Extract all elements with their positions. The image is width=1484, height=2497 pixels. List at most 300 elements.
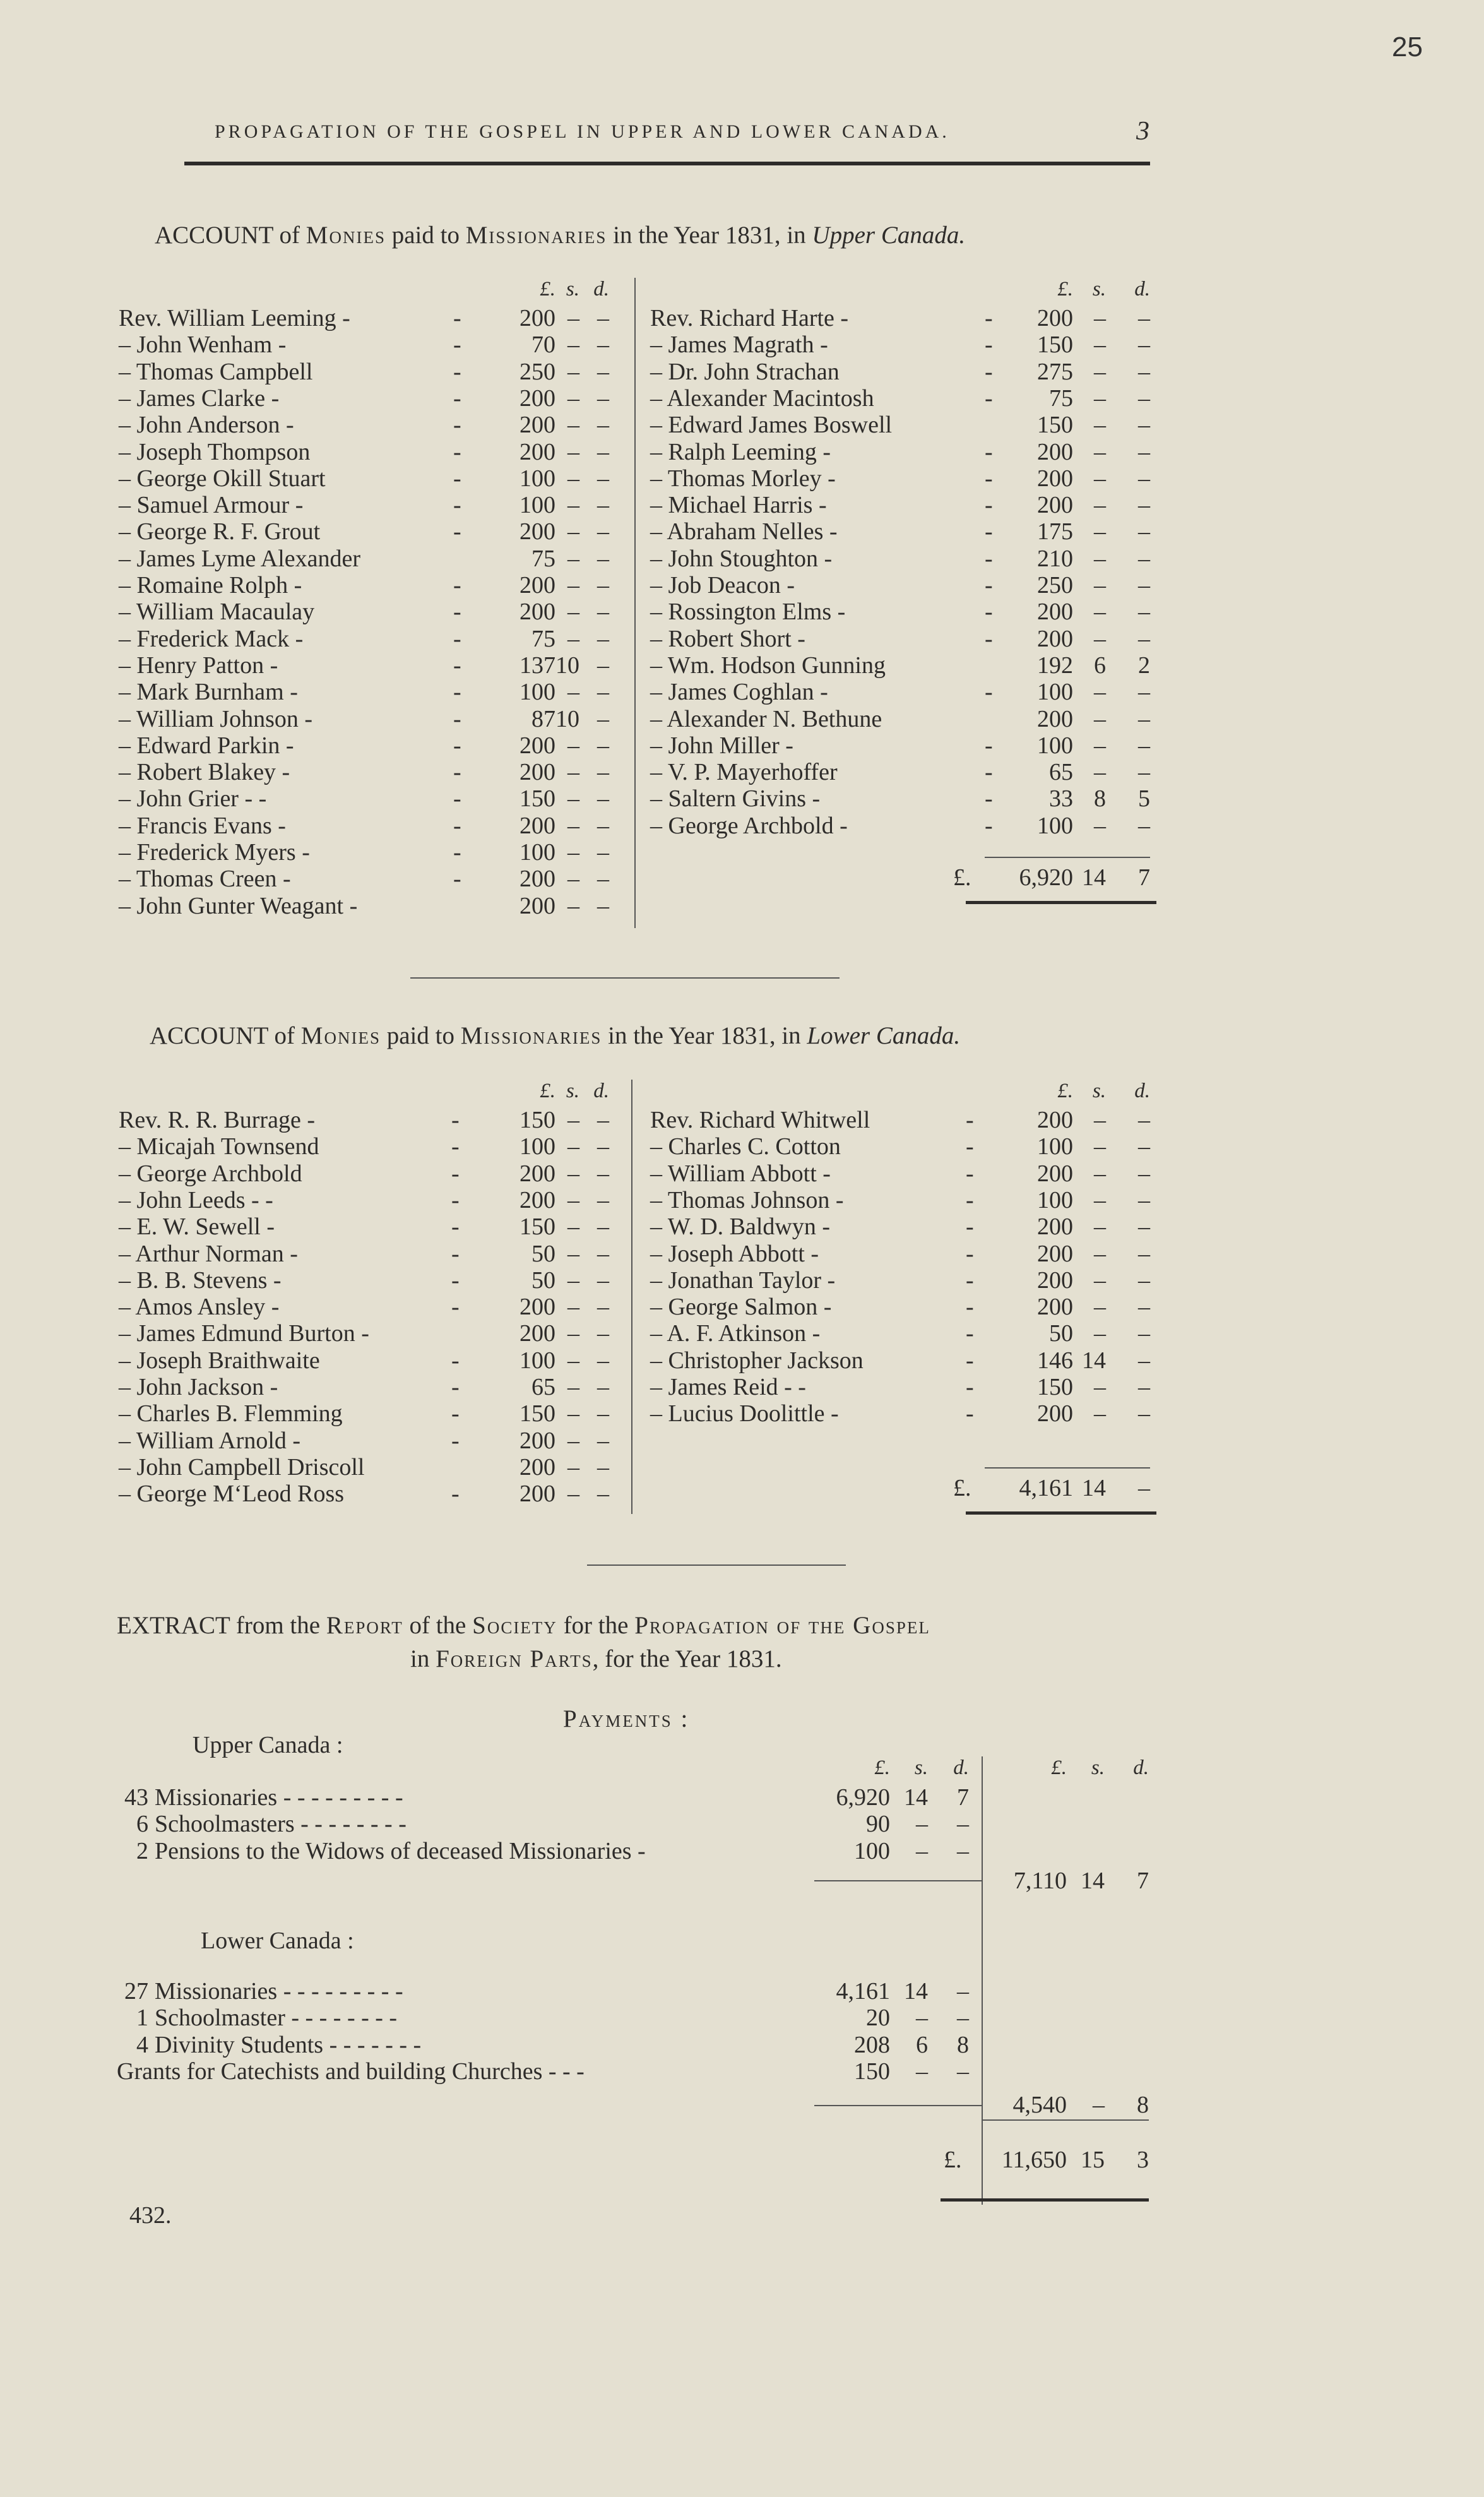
upper-left-name: – George Okill Stuart [119, 465, 326, 492]
upper-left-pounds: 200 [519, 572, 555, 599]
lower-right-name: – Lucius Doolittle - [650, 1400, 839, 1427]
upper-left-pounds: 200 [519, 732, 555, 759]
lower-right-leader: - [966, 1186, 974, 1213]
extract-upper-row-shillings: – [916, 1837, 928, 1864]
extract-lower-row-count: 27 [124, 1978, 148, 2005]
upper-left-shillings: – [567, 732, 579, 759]
upper-left-pence: – [597, 331, 609, 359]
upper-column-divider [634, 278, 636, 928]
lower-left-pounds: 100 [519, 1347, 555, 1374]
extract-upper-subtotal-shillings: 14 [1081, 1868, 1105, 1894]
lower-right-name: – Thomas Johnson - [650, 1186, 844, 1213]
upper-right-pence: – [1138, 518, 1150, 545]
lower-right-name: – W. D. Baldwyn - [650, 1213, 830, 1241]
lower-total-double-rule [966, 1511, 1156, 1515]
lower-right-shillings: – [1094, 1294, 1106, 1321]
lower-right-pounds: 200 [1037, 1400, 1073, 1427]
extract-lower-row-count: 1 [136, 2005, 148, 2032]
upper-right-name: – Robert Short - [650, 625, 805, 652]
extract-lower-row-count: 4 [136, 2031, 148, 2058]
extract-upper-row-count: 2 [136, 1837, 148, 1864]
upper-right-shillings: 6 [1094, 652, 1106, 679]
upper-left-shillings: – [567, 785, 579, 813]
upper-left-pounds: 200 [519, 599, 555, 626]
lower-right-pence: – [1138, 1266, 1150, 1294]
extract-title-line1: EXTRACT from the Report of the Society for the Propagation of the Gospel [117, 1612, 930, 1639]
lower-right-pence: – [1138, 1133, 1150, 1160]
lower-right-leader: - [966, 1400, 974, 1427]
lower-right-pence: – [1138, 1294, 1150, 1321]
upper-left-leader: - [453, 412, 461, 439]
upper-left-pence: – [597, 545, 609, 572]
lower-left-pence: – [597, 1427, 609, 1454]
lower-right-name: – George Salmon - [650, 1294, 832, 1321]
lower-left-pounds: 200 [519, 1320, 555, 1347]
lower-right-pounds: 200 [1037, 1160, 1073, 1187]
lower-right-name: – Charles C. Cotton [650, 1133, 841, 1160]
upper-left-shillings: – [567, 465, 579, 492]
upper-left-pence: – [597, 732, 609, 759]
extract-lower-row-shillings: 6 [916, 2031, 928, 2058]
lower-left-name: – E. W. Sewell - [119, 1213, 275, 1241]
lower-left-name: – George Archbold [119, 1160, 302, 1187]
lower-left-name: – John Jackson - [119, 1374, 278, 1400]
lower-right-pence: – [1138, 1320, 1150, 1347]
lower-right-pounds: 200 [1037, 1294, 1073, 1321]
lower-right-leader: - [966, 1213, 974, 1241]
lower-left-name: – Micajah Townsend [119, 1133, 319, 1160]
upper-left-pence: – [597, 625, 609, 652]
upper-right-name: – V. P. Mayerhoffer [650, 759, 838, 786]
extract-upper-row-label: Schoolmasters - - - - - - - - [155, 1811, 407, 1838]
extract-grand-total-shillings: 15 [1081, 2147, 1105, 2173]
upper-left-pounds: 200 [519, 438, 555, 465]
header-rule [184, 162, 1150, 165]
upper-left-name: – Robert Blakey - [119, 759, 290, 786]
upper-left-shillings: – [567, 866, 579, 893]
lower-right-name: – Jonathan Taylor - [650, 1266, 836, 1294]
lower-left-pence: – [597, 1453, 609, 1481]
upper-left-pounds: 250 [519, 358, 555, 385]
upper-left-name: – Edward Parkin - [119, 732, 294, 759]
upper-right-leader: - [985, 465, 993, 492]
lower-right-pence: – [1138, 1240, 1150, 1267]
upper-left-name: Rev. William Leeming - [119, 305, 350, 331]
lower-right-leader: - [966, 1347, 974, 1374]
lower-left-pounds: 100 [519, 1133, 555, 1160]
upper-right-name: – Job Deacon - [650, 572, 795, 599]
upper-left-shillings: – [567, 839, 579, 866]
upper-left-pounds: 150 [519, 785, 555, 813]
lower-right-leader: - [966, 1266, 974, 1294]
lower-left-shillings: – [567, 1107, 579, 1133]
lower-right-pounds: 100 [1037, 1133, 1073, 1160]
lower-right-name: – James Reid - - [650, 1374, 806, 1400]
lower-left-name: – George M‘Leod Ross [119, 1481, 345, 1508]
lower-left-shillings: – [567, 1213, 579, 1241]
running-page-number: 3 [1136, 117, 1149, 146]
upper-left-pence: – [597, 572, 609, 599]
upper-right-leader: - [985, 545, 993, 572]
upper-left-pounds: 100 [519, 679, 555, 706]
upper-left-pounds: 200 [519, 518, 555, 545]
upper-right-shillings: – [1094, 518, 1106, 545]
upper-right-leader: - [985, 492, 993, 519]
lower-left-pence: – [597, 1213, 609, 1241]
upper-right-leader: - [985, 331, 993, 359]
extract-upper-row-pounds: 90 [866, 1811, 890, 1838]
upper-right-shillings: – [1094, 384, 1106, 412]
lower-left-pounds: 50 [531, 1240, 555, 1267]
upper-left-pounds: 200 [519, 892, 555, 919]
upper-right-pounds: 192 [1037, 652, 1073, 679]
lower-left-pence: – [597, 1186, 609, 1213]
upper-right-pounds: 200 [1037, 492, 1073, 519]
extract-outer-head: d. [1133, 1756, 1149, 1779]
lower-right-pence: – [1138, 1160, 1150, 1187]
upper-left-leader: - [453, 759, 461, 786]
lower-right-shillings: – [1094, 1107, 1106, 1133]
upper-right-pence: – [1138, 625, 1150, 652]
upper-right-pounds: 100 [1037, 732, 1073, 759]
lower-left-leader: - [451, 1481, 460, 1508]
lower-right-pounds: 200 [1037, 1240, 1073, 1267]
lower-right-pounds: 200 [1037, 1266, 1073, 1294]
extract-lower-row-label: Schoolmaster - - - - - - - - [155, 2005, 398, 2032]
upper-left-leader: - [453, 625, 461, 652]
lower-left-pounds: 200 [519, 1186, 555, 1213]
extract-lower-row-shillings: – [916, 2005, 928, 2032]
lower-right-pounds: 100 [1037, 1186, 1073, 1213]
lower-left-shillings: – [567, 1400, 579, 1427]
extract-upper-row-pounds: 6,920 [836, 1784, 890, 1811]
extract-upper-row-pence: – [957, 1837, 969, 1864]
upper-right-name: – Abraham Nelles - [650, 518, 838, 545]
lower-left-name: – James Edmund Burton - [119, 1320, 369, 1347]
upper-right-shillings: – [1094, 438, 1106, 465]
lower-left-name: – Joseph Braithwaite [119, 1347, 320, 1374]
lower-left-pence: – [597, 1481, 609, 1508]
lower-left-name: – John Leeds - - [119, 1186, 273, 1213]
upper-left-shillings: – [567, 892, 579, 919]
lower-left-shillings: – [567, 1160, 579, 1187]
lower-left-pounds: 150 [519, 1107, 555, 1133]
upper-right-pounds: 250 [1037, 572, 1073, 599]
lower-right-leader: - [966, 1374, 974, 1400]
extract-lower-row-label: Missionaries - - - - - - - - - [155, 1978, 403, 2005]
upper-right-pounds: 100 [1037, 812, 1073, 839]
lower-left-pence: – [597, 1107, 609, 1133]
lower-left-shillings: – [567, 1133, 579, 1160]
upper-left-leader: - [453, 465, 461, 492]
upper-currency-head: d. [593, 278, 609, 301]
upper-right-pence: – [1138, 492, 1150, 519]
extract-upper-subtotal-pounds: 7,110 [1013, 1868, 1067, 1894]
upper-left-pounds: 100 [519, 839, 555, 866]
extract-lower-row-pence: 8 [957, 2031, 969, 2058]
upper-right-leader: - [985, 785, 993, 813]
upper-right-shillings: – [1094, 812, 1106, 839]
upper-right-pounds: 200 [1037, 305, 1073, 331]
upper-left-pence: – [597, 492, 609, 519]
extract-upper-row-count: 6 [136, 1811, 148, 1838]
lower-left-shillings: – [567, 1481, 579, 1508]
lower-left-leader: - [451, 1400, 460, 1427]
upper-left-name: – Frederick Myers - [119, 839, 310, 866]
extract-grand-rule [982, 2119, 1149, 2121]
upper-left-name: – James Clarke - [119, 384, 280, 412]
lower-left-leader: - [451, 1266, 460, 1294]
upper-right-pounds: 200 [1037, 438, 1073, 465]
upper-left-leader: - [453, 705, 461, 732]
upper-left-pence: – [597, 384, 609, 412]
lower-right-pounds: 200 [1037, 1213, 1073, 1241]
upper-right-pounds: 33 [1049, 785, 1073, 813]
lower-left-pounds: 200 [519, 1427, 555, 1454]
upper-total-shillings: 14 [1082, 864, 1106, 891]
lower-left-shillings: – [567, 1453, 579, 1481]
upper-left-pence: – [597, 759, 609, 786]
lower-right-leader: - [966, 1160, 974, 1187]
lower-left-name: – Arthur Norman - [119, 1240, 298, 1267]
upper-left-name: – John Anderson - [119, 412, 294, 439]
lower-left-leader: - [451, 1133, 460, 1160]
lower-total-pence: – [1138, 1474, 1150, 1501]
upper-left-pence: – [597, 438, 609, 465]
extract-lower-row-pounds: 4,161 [836, 1978, 890, 2005]
lower-right-name: – William Abbott - [650, 1160, 831, 1187]
upper-left-leader: - [453, 438, 461, 465]
lower-right-shillings: – [1094, 1186, 1106, 1213]
upper-left-pence: – [597, 705, 609, 732]
upper-right-shillings: 8 [1094, 785, 1106, 813]
upper-total-double-rule [966, 901, 1156, 904]
upper-right-pence: – [1138, 705, 1150, 732]
upper-currency-head: £. [540, 278, 555, 301]
lower-right-name: – Joseph Abbott - [650, 1240, 819, 1267]
lower-left-name: – Amos Ansley - [119, 1294, 280, 1321]
lower-left-name: – William Arnold - [119, 1427, 301, 1454]
lower-left-pence: – [597, 1374, 609, 1400]
lower-left-pounds: 65 [531, 1374, 555, 1400]
upper-left-name: – Romaine Rolph - [119, 572, 302, 599]
upper-left-leader: - [453, 331, 461, 359]
extract-grand-label: £. [944, 2147, 962, 2173]
lower-left-pounds: 150 [519, 1400, 555, 1427]
upper-left-name: – Frederick Mack - [119, 625, 304, 652]
upper-total-pence: 7 [1138, 864, 1150, 891]
extract-upper-row-pence: 7 [957, 1784, 969, 1811]
upper-right-pence: – [1138, 599, 1150, 626]
lower-left-shillings: – [567, 1266, 579, 1294]
lower-left-shillings: – [567, 1186, 579, 1213]
extract-lower-row-shillings: 14 [904, 1978, 928, 2005]
lower-left-leader: - [451, 1294, 460, 1321]
upper-right-pence: – [1138, 412, 1150, 439]
lower-left-pounds: 200 [519, 1481, 555, 1508]
upper-left-leader: - [453, 572, 461, 599]
section-separator-2 [587, 1564, 846, 1566]
upper-right-leader: - [985, 518, 993, 545]
lower-left-pounds: 50 [531, 1266, 555, 1294]
upper-right-shillings: – [1094, 732, 1106, 759]
lower-right-name: Rev. Richard Whitwell [650, 1107, 870, 1133]
upper-right-name: Rev. Richard Harte - [650, 305, 849, 331]
lower-currency-head: £. [1057, 1080, 1073, 1102]
upper-right-name: – James Coghlan - [650, 679, 828, 706]
upper-right-name: – Saltern Givins - [650, 785, 821, 813]
lower-left-name: – John Campbell Driscoll [119, 1453, 365, 1481]
extract-upper-row-pence: – [957, 1811, 969, 1838]
upper-left-leader: - [453, 384, 461, 412]
upper-right-shillings: – [1094, 331, 1106, 359]
lower-left-pence: – [597, 1160, 609, 1187]
lower-left-pence: – [597, 1266, 609, 1294]
upper-left-pence: – [597, 652, 609, 679]
lower-canada-label: Lower Canada : [201, 1928, 354, 1954]
extract-lower-subtotal-pounds: 4,540 [1012, 2092, 1067, 2118]
upper-right-shillings: – [1094, 412, 1106, 439]
upper-currency-head: d. [1134, 278, 1150, 301]
upper-left-pounds: 200 [519, 866, 555, 893]
extract-upper-row-count: 43 [124, 1784, 148, 1811]
upper-left-pounds: 87 [531, 705, 555, 732]
upper-right-pounds: 150 [1037, 331, 1073, 359]
extract-lower-row-shillings: – [916, 2058, 928, 2085]
upper-right-pounds: 65 [1049, 759, 1073, 786]
upper-right-name: – John Miller - [650, 732, 793, 759]
upper-right-shillings: – [1094, 358, 1106, 385]
upper-left-shillings: – [567, 572, 579, 599]
upper-right-name: – Edward James Boswell [650, 412, 893, 439]
upper-left-name: – Thomas Campbell [119, 358, 313, 385]
upper-left-leader: - [453, 305, 461, 331]
lower-left-shillings: – [567, 1240, 579, 1267]
upper-right-pounds: 100 [1037, 679, 1073, 706]
lower-right-pence: – [1138, 1400, 1150, 1427]
upper-left-shillings: 10 [555, 705, 579, 732]
lower-right-leader: - [966, 1107, 974, 1133]
lower-right-name: – A. F. Atkinson - [650, 1320, 821, 1347]
extract-grand-double-rule [941, 2198, 1149, 2202]
upper-left-pence: – [597, 812, 609, 839]
upper-left-leader: - [453, 652, 461, 679]
lower-left-name: Rev. R. R. Burrage - [119, 1107, 315, 1133]
upper-right-name: – Rossington Elms - [650, 599, 846, 626]
upper-currency-head: s. [1092, 278, 1106, 301]
upper-left-name: – John Grier - - [119, 785, 267, 813]
extract-column-divider [982, 1756, 983, 2205]
lower-left-shillings: – [567, 1374, 579, 1400]
lower-left-leader: - [451, 1186, 460, 1213]
extract-upper-row-label: Missionaries - - - - - - - - - [155, 1784, 403, 1811]
lower-right-shillings: – [1094, 1374, 1106, 1400]
upper-left-shillings: – [567, 305, 579, 331]
upper-left-leader: - [453, 679, 461, 706]
upper-left-name: – Henry Patton - [119, 652, 278, 679]
extract-lower-row-pence: – [957, 2005, 969, 2032]
upper-right-name: – John Stoughton - [650, 545, 833, 572]
extract-lower-row-label: Divinity Students - - - - - - - [155, 2031, 422, 2058]
upper-right-name: – Thomas Morley - [650, 465, 836, 492]
lower-left-pence: – [597, 1400, 609, 1427]
lower-left-leader: - [451, 1347, 460, 1374]
lower-currency-head: £. [540, 1080, 555, 1102]
lower-right-shillings: – [1094, 1266, 1106, 1294]
upper-left-pence: – [597, 679, 609, 706]
lower-total-rule [985, 1467, 1150, 1469]
upper-left-name: – Mark Burnham - [119, 679, 298, 706]
upper-left-shillings: – [567, 492, 579, 519]
extract-lower-subtotal-shillings: – [1093, 2092, 1105, 2118]
extract-upper-row-shillings: 14 [904, 1784, 928, 1811]
upper-right-pence: – [1138, 305, 1150, 331]
lower-total-label: £. [953, 1474, 971, 1501]
lower-left-pounds: 150 [519, 1213, 555, 1241]
lower-currency-head: s. [566, 1080, 579, 1102]
extract-lower-row-pounds: 150 [854, 2058, 890, 2085]
extract-lower-subtotal-pence: 8 [1137, 2092, 1149, 2118]
upper-right-pence: – [1138, 331, 1150, 359]
section-separator [410, 977, 840, 979]
lower-left-shillings: – [567, 1294, 579, 1321]
upper-left-pounds: 100 [519, 465, 555, 492]
lower-right-shillings: – [1094, 1240, 1106, 1267]
upper-canada-label: Upper Canada : [193, 1732, 343, 1758]
lower-right-pounds: 50 [1049, 1320, 1073, 1347]
extract-inner-head: s. [914, 1756, 928, 1779]
lower-total-pounds: 4,161 [1019, 1474, 1073, 1501]
upper-left-name: – Joseph Thompson [119, 438, 311, 465]
upper-left-pence: – [597, 305, 609, 331]
upper-right-name: – Dr. John Strachan [650, 358, 840, 385]
upper-right-leader: - [985, 358, 993, 385]
upper-right-pounds: 210 [1037, 545, 1073, 572]
upper-left-name: – John Gunter Weagant - [119, 892, 358, 919]
upper-left-shillings: – [567, 412, 579, 439]
upper-right-leader: - [985, 572, 993, 599]
lower-left-shillings: – [567, 1427, 579, 1454]
page-number: 25 [1392, 32, 1423, 63]
upper-left-shillings: – [567, 358, 579, 385]
upper-right-name: – Ralph Leeming - [650, 438, 831, 465]
upper-right-name: – Wm. Hodson Gunning [650, 652, 886, 679]
lower-right-pounds: 150 [1037, 1374, 1073, 1400]
lower-left-leader: - [451, 1160, 460, 1187]
upper-left-pounds: 200 [519, 759, 555, 786]
upper-right-pounds: 175 [1037, 518, 1073, 545]
extract-lower-row-label: Grants for Catechists and building Churches - - - [117, 2058, 585, 2085]
upper-left-pounds: 70 [531, 331, 555, 359]
upper-left-pence: – [597, 599, 609, 626]
extract-lower-row-pence: – [957, 2058, 969, 2085]
upper-right-leader: - [985, 759, 993, 786]
lower-left-shillings: – [567, 1320, 579, 1347]
lower-left-shillings: – [567, 1347, 579, 1374]
lower-total-shillings: 14 [1082, 1474, 1106, 1501]
upper-right-shillings: – [1094, 492, 1106, 519]
lower-right-shillings: – [1094, 1320, 1106, 1347]
upper-left-shillings: – [567, 625, 579, 652]
upper-left-pence: – [597, 465, 609, 492]
upper-right-leader: - [985, 625, 993, 652]
upper-right-name: – Michael Harris - [650, 492, 827, 519]
extract-outer-head: s. [1091, 1756, 1105, 1779]
upper-left-shillings: 10 [555, 652, 579, 679]
lower-right-pounds: 146 [1037, 1347, 1073, 1374]
lower-left-leader: - [451, 1213, 460, 1241]
lower-right-pounds: 200 [1037, 1107, 1073, 1133]
